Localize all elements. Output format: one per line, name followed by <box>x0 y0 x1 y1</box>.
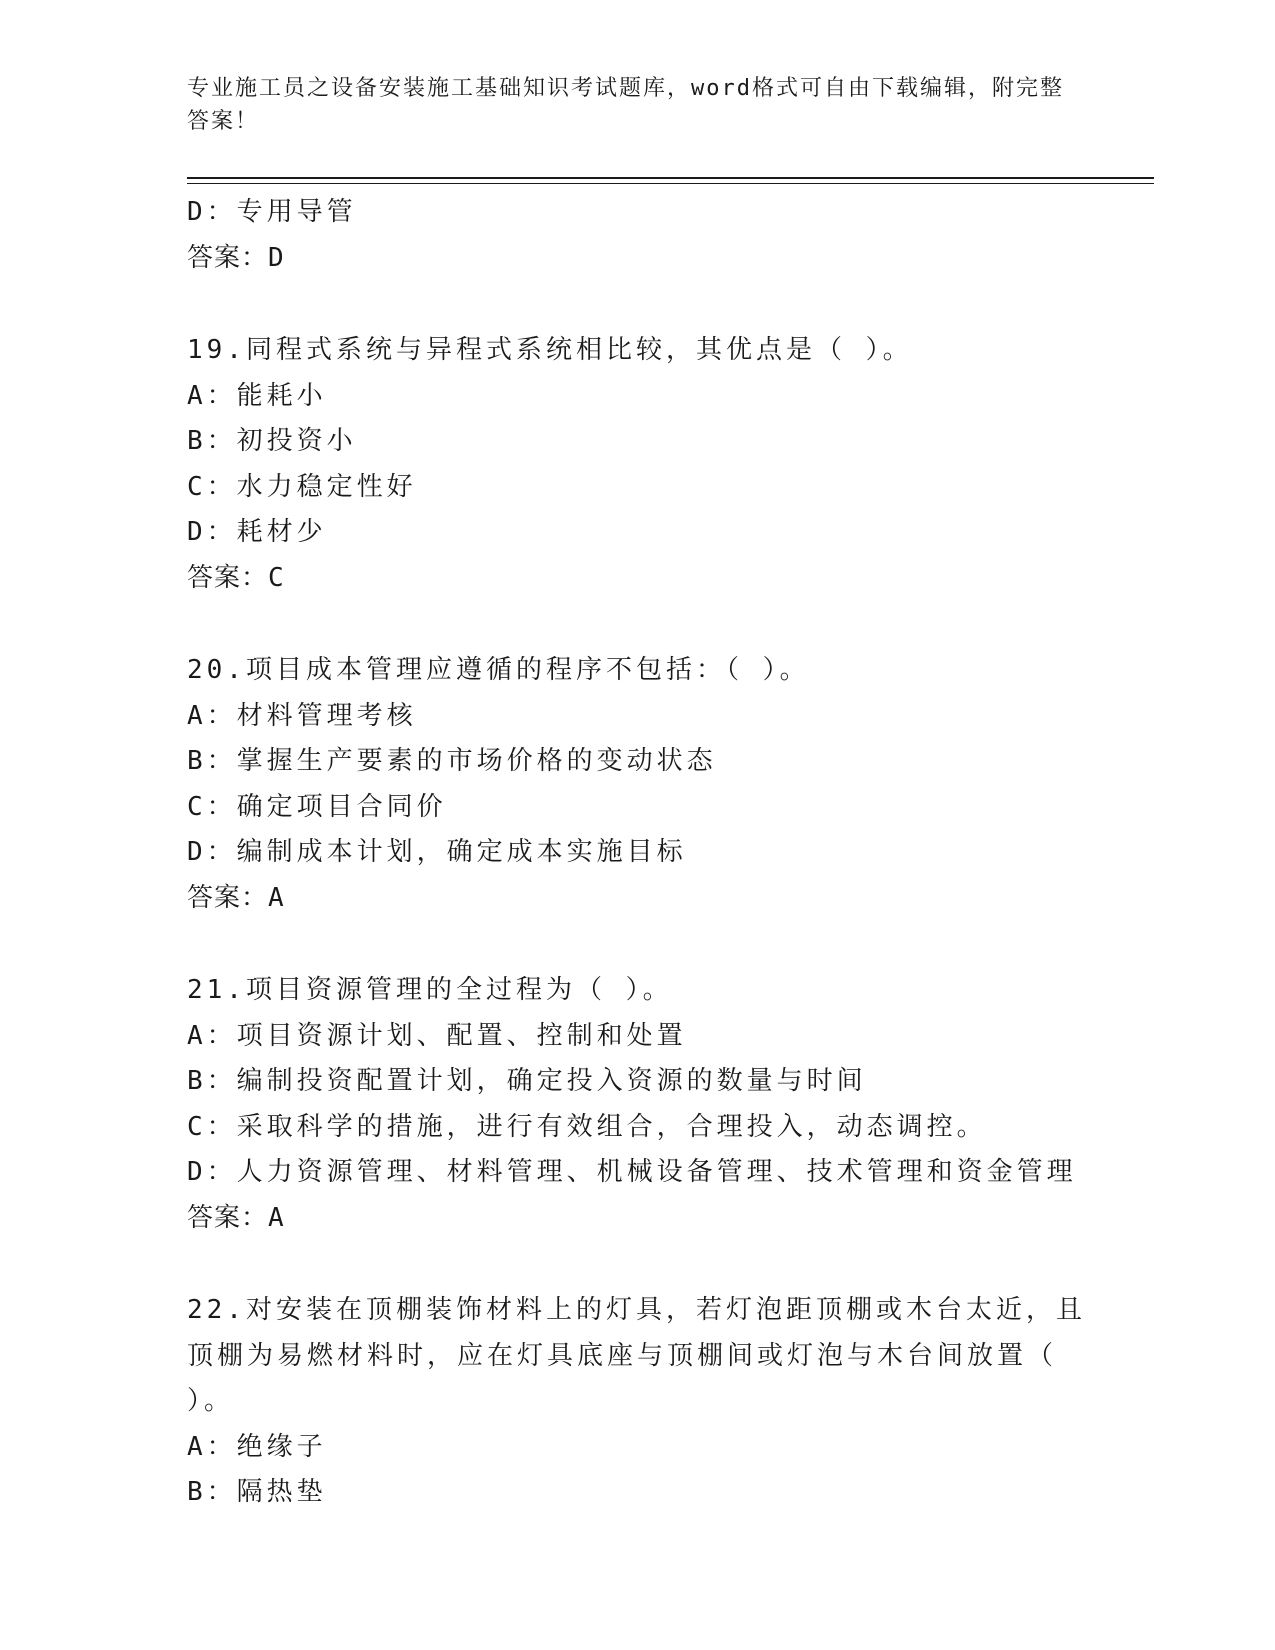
answer-value: D <box>268 242 285 273</box>
option-a: A：绝缘子 <box>187 1431 327 1462</box>
answer-line <box>187 876 1087 922</box>
question-stem: 21.项目资源管理的全过程为（ ）。 <box>187 975 673 1005</box>
option-c: C：水力稳定性好 <box>187 471 417 502</box>
question-stem: 22.对安装在顶棚装饰材料上的灯具，若灯泡距顶棚或木台太近，且顶棚为易燃材料时，应在灯具底座与顶棚间或灯泡与木台间放置（ ）。 <box>187 1295 1086 1416</box>
option-d: D：专用导管 <box>187 197 357 227</box>
question-block <box>187 648 1087 921</box>
option-a: A：项目资源计划、配置、控制和处置 <box>187 1020 687 1051</box>
question-block <box>187 328 1087 601</box>
option-b: B：隔热垫 <box>187 1477 327 1507</box>
question-list <box>187 190 1087 1516</box>
answer-label: 答案： <box>187 242 269 273</box>
option-d: D：编制成本计划，确定成本实施目标 <box>187 837 687 867</box>
option-b: B：掌握生产要素的市场价格的变动状态 <box>187 746 717 776</box>
option-a: A：材料管理考核 <box>187 700 417 731</box>
question-block <box>187 968 1087 1241</box>
answer-line <box>187 1196 1087 1242</box>
header-rule-thick <box>187 177 1154 179</box>
answer-label: 答案： <box>187 562 269 593</box>
document-header: 专业施工员之设备安装施工基础知识考试题库，word格式可自由下载编辑，附完整答案！ <box>187 76 1064 134</box>
question-stem: 19.同程式系统与异程式系统相比较，其优点是（ ）。 <box>187 335 913 365</box>
option-b: B：初投资小 <box>187 426 357 456</box>
answer-value: C <box>268 562 285 593</box>
answer-label: 答案： <box>187 882 269 913</box>
answer-line <box>187 556 1087 602</box>
header-rule-thin <box>187 183 1154 184</box>
answer-value: A <box>268 882 285 913</box>
option-a: A：能耗小 <box>187 380 327 411</box>
question-block <box>187 1288 1087 1516</box>
option-c: C：采取科学的措施，进行有效组合，合理投入，动态调控。 <box>187 1111 987 1142</box>
option-d: D：人力资源管理、材料管理、机械设备管理、技术管理和资金管理 <box>187 1157 1077 1187</box>
answer-line <box>187 236 1087 282</box>
option-c: C：确定项目合同价 <box>187 791 447 822</box>
option-d: D：耗材少 <box>187 517 327 547</box>
answer-value: A <box>268 1202 285 1233</box>
question-stem: 20.项目成本管理应遵循的程序不包括：（ ）。 <box>187 655 810 685</box>
option-b: B：编制投资配置计划，确定投入资源的数量与时间 <box>187 1066 867 1096</box>
answer-label: 答案： <box>187 1202 269 1233</box>
